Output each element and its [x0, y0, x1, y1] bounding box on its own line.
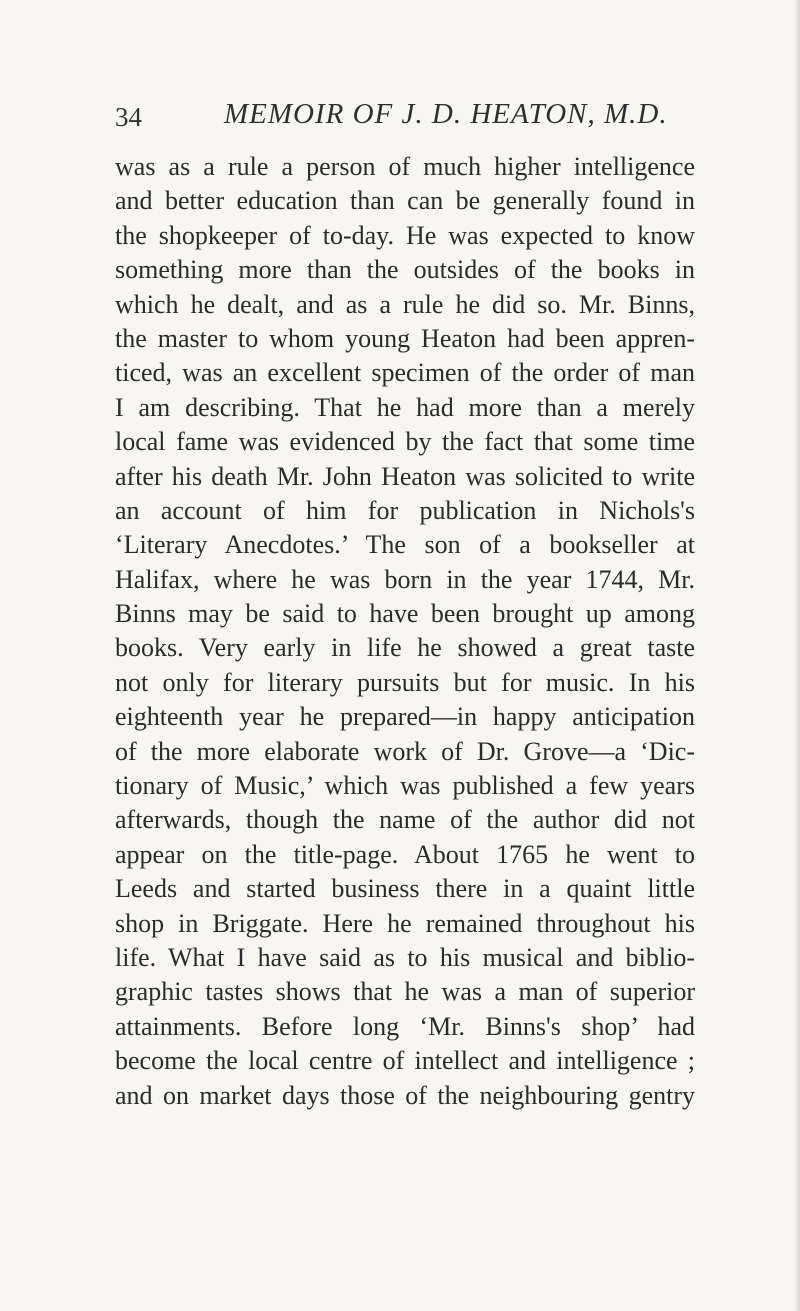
text-line: after his death Mr. John Heaton was solicited to write: [115, 461, 695, 491]
text-line: I am describing. That he had more than a merely: [115, 392, 695, 422]
text-line: ‘Literary Anecdotes.’ The son of a bookseller at: [115, 530, 695, 560]
text-line: life. What I have said as to his musical and biblio-: [115, 942, 695, 972]
text-line: attainments. Before long ‘Mr. Binns's shop’ had: [115, 1011, 695, 1041]
running-head: MEMOIR OF J. D. HEATON, M.D.: [224, 98, 668, 130]
text-line: Leeds and started business there in a quaint little: [115, 874, 695, 904]
text-line: which he dealt, and as a rule he did so. Mr. Binns,: [115, 289, 695, 319]
text-line: Binns may be said to have been brought up among: [115, 599, 695, 629]
text-line: and better education than can be generally found in: [115, 186, 695, 216]
text-line: not only for literary pursuits but for music. In his: [115, 667, 695, 697]
text-line: was as a rule a person of much higher intelligence: [115, 152, 695, 181]
body-text: [115, 150, 695, 1113]
text-line: ticed, was an excellent specimen of the order of man: [115, 358, 695, 388]
text-line: become the local centre of intellect and intelligence ;: [115, 1046, 695, 1076]
text-line: tionary of Music,’ which was published a few years: [115, 771, 695, 801]
text-line: and on market days those of the neighbouring gentry: [115, 1080, 695, 1110]
page-number: 34: [115, 102, 142, 132]
text-line: afterwards, though the name of the author did not: [115, 805, 695, 835]
text-line: graphic tastes shows that he was a man of superior: [115, 977, 695, 1007]
page-edge-shadow: [794, 0, 800, 1311]
text-line: Halifax, where he was born in the year 1744, Mr.: [115, 564, 695, 594]
text-line: something more than the outsides of the books in: [115, 255, 695, 285]
text-line: shop in Briggate. Here he remained throughout his: [115, 908, 695, 938]
text-line: the shopkeeper of to-day. He was expected to know: [115, 220, 695, 250]
text-line: an account of him for publication in Nichols's: [115, 495, 695, 525]
text-line: local fame was evidenced by the fact that some time: [115, 427, 695, 457]
text-line: books. Very early in life he showed a great taste: [115, 633, 695, 663]
text-line: appear on the title-page. About 1765 he went to: [115, 839, 695, 869]
text-line: of the more elaborate work of Dr. Grove—a ‘Dic-: [115, 736, 695, 766]
text-line: the master to whom young Heaton had been appren-: [115, 323, 695, 353]
text-line: eighteenth year he prepared—in happy anticipation: [115, 702, 695, 732]
